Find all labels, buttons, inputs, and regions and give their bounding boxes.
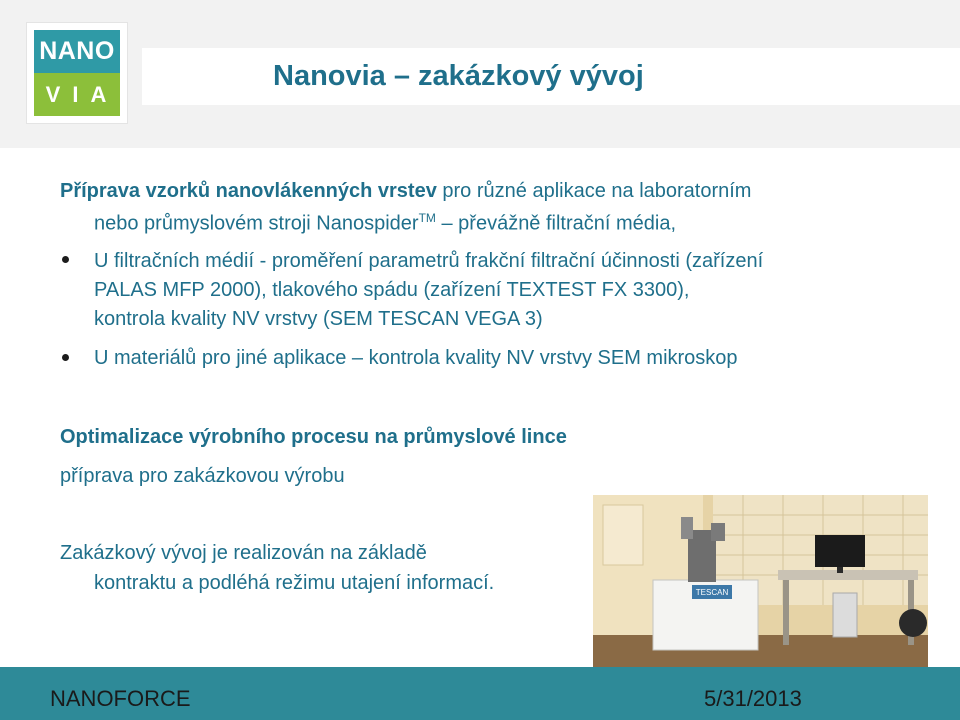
trademark-sup: TM bbox=[418, 211, 436, 225]
slide-title: Nanovia – zakázkový vývoj bbox=[273, 60, 644, 92]
bullet1-line1: U filtračních médií - proměření parametrů frakční filtrační účinnosti (zařízení bbox=[94, 250, 764, 272]
section3-line2: kontraktu a podléhá režimu utajení informací. bbox=[94, 572, 495, 594]
bullet-dot bbox=[62, 354, 69, 361]
lab-photo bbox=[593, 495, 928, 667]
logo-top: NANO bbox=[34, 30, 120, 73]
section2-heading: Optimalizace výrobního procesu na průmyslové lince bbox=[60, 426, 567, 448]
bullet-dot bbox=[62, 256, 69, 263]
footer-left: NANOFORCE bbox=[50, 686, 191, 711]
section3-line1: Zakázkový vývoj je realizován na základě bbox=[60, 542, 427, 564]
device-label: TESCAN bbox=[695, 588, 729, 597]
section1-heading: Příprava vzorků nanovlákenných vrstev bbox=[60, 180, 437, 202]
bullet2-line1: U materiálů pro jiné aplikace – kontrola kvality NV vrstvy SEM mikroskop bbox=[94, 347, 738, 369]
section1-line2-a: nebo průmyslovém stroji Nanospider bbox=[94, 212, 419, 235]
bullet1-line3: kontrola kvality NV vrstvy (SEM TESCAN VEGA 3) bbox=[94, 308, 543, 330]
footer-date: 5/31/2013 bbox=[704, 686, 802, 711]
section1-line2 bbox=[94, 206, 676, 236]
section1-heading-rest: pro různé aplikace na laboratorním bbox=[436, 180, 752, 202]
section1-line2-b: – převážně filtrační média, bbox=[435, 212, 677, 235]
logo-bottom: VIA bbox=[34, 73, 120, 116]
nanovia-logo bbox=[27, 23, 127, 123]
section2-sub: příprava pro zakázkovou výrobu bbox=[60, 465, 345, 487]
bullet1-line2: PALAS MFP 2000), tlakového spádu (zařízení TEXTEST FX 3300), bbox=[94, 279, 690, 301]
section1-line1 bbox=[60, 179, 751, 203]
lab-photo-illustration bbox=[593, 495, 928, 667]
